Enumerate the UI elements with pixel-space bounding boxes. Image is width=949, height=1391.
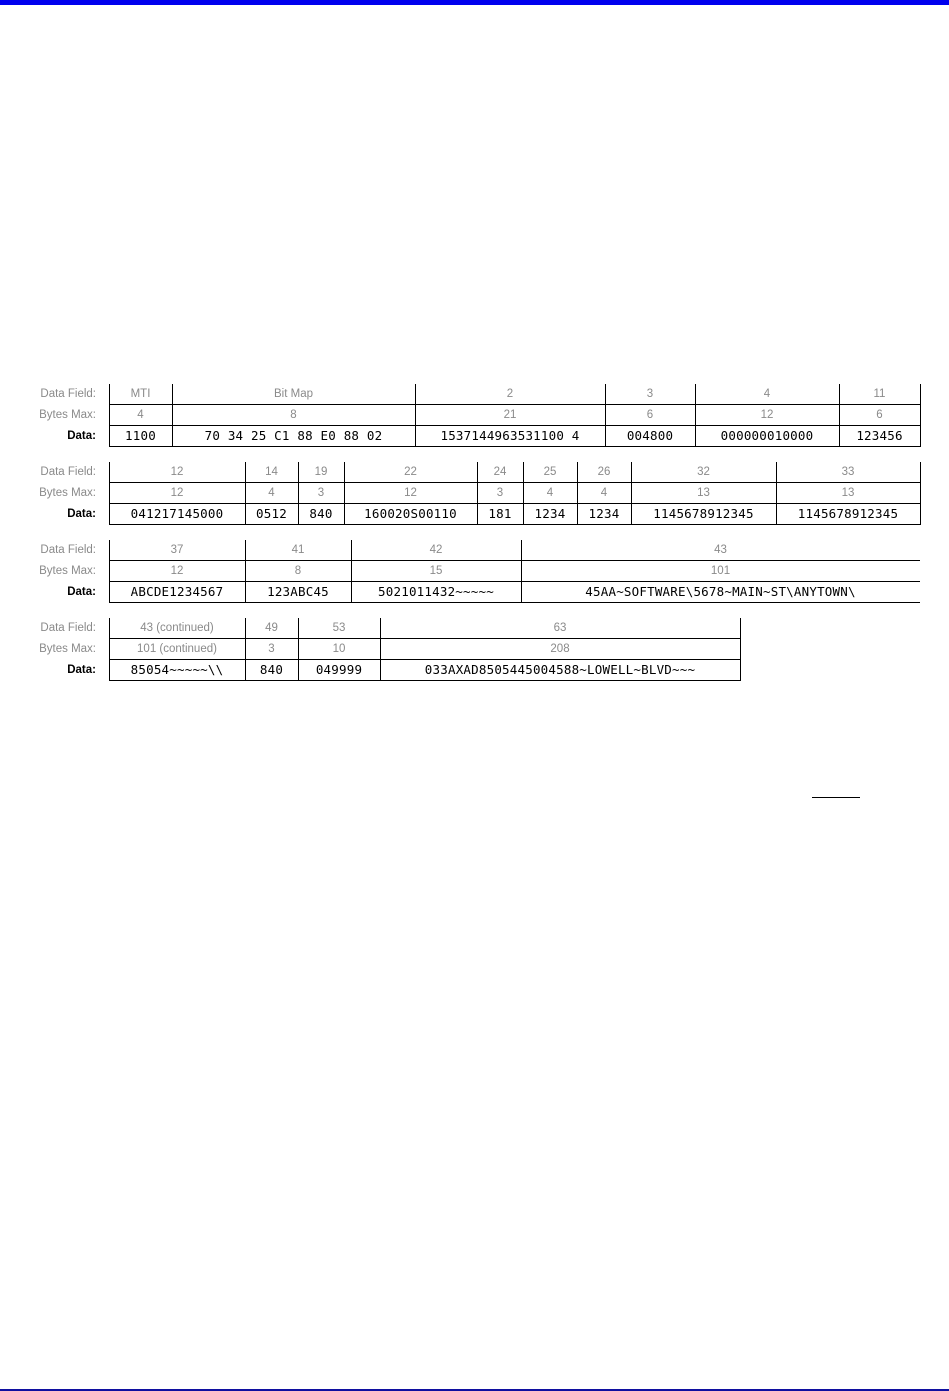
bytes-max-cell: 4 <box>268 487 275 499</box>
data-value-cell: 1234 <box>534 506 566 521</box>
bytes-max-cell: 12 <box>760 409 774 421</box>
grid-line <box>109 425 920 426</box>
grid-line <box>109 540 110 603</box>
bytes-max-cell: 15 <box>429 565 443 577</box>
field-id-cell: 33 <box>841 466 855 478</box>
grid-line <box>631 462 632 525</box>
grid-line <box>776 462 777 525</box>
data-value-cell: 1537144963531100 4 <box>440 428 580 443</box>
grid-line <box>351 540 352 603</box>
row-label-data-field: Data Field: <box>40 544 96 556</box>
grid-line <box>577 462 578 525</box>
data-value-cell: 123ABC45 <box>267 584 329 599</box>
grid-line <box>109 581 920 582</box>
grid-line <box>477 462 478 525</box>
top-rule <box>0 0 949 5</box>
data-value-cell: 004800 <box>626 428 674 443</box>
grid-line <box>109 462 110 525</box>
grid-line <box>172 384 173 447</box>
field-id-cell: 12 <box>170 466 184 478</box>
data-value-cell: 160020S00110 <box>364 506 457 521</box>
grid-line <box>344 462 345 525</box>
field-id-cell: 25 <box>543 466 557 478</box>
grid-line <box>920 462 921 525</box>
data-value-cell: 041217145000 <box>130 506 224 521</box>
grid-line <box>245 540 246 603</box>
grid-line <box>109 659 740 660</box>
grid-line <box>695 384 696 447</box>
grid-line <box>245 462 246 525</box>
grid-line <box>839 384 840 447</box>
grid-line <box>298 618 299 681</box>
data-value-cell: 049999 <box>315 662 363 677</box>
field-id-cell: 32 <box>697 466 710 478</box>
row-label-data-field: Data Field: <box>40 388 96 400</box>
bytes-max-cell: 3 <box>268 643 275 655</box>
bytes-max-cell: 6 <box>876 409 883 421</box>
data-value-cell: 45AA~SOFTWARE\5678~MAIN~ST\ANYTOWN\ <box>585 584 856 599</box>
bytes-max-cell: 4 <box>137 409 144 421</box>
bytes-max-cell: 8 <box>290 409 297 421</box>
bytes-max-cell: 12 <box>170 487 184 499</box>
data-value-cell: 0512 <box>256 506 287 521</box>
grid-line <box>109 524 920 525</box>
grid-line <box>605 384 606 447</box>
field-id-cell: 49 <box>265 622 278 634</box>
row-label-data: Data: <box>67 508 96 520</box>
field-id-cell: 3 <box>646 388 654 400</box>
field-id-cell: 37 <box>170 544 184 556</box>
data-value-cell: 840 <box>309 506 333 521</box>
data-value-cell: ABCDE1234567 <box>130 584 224 599</box>
row-label-data: Data: <box>67 586 96 598</box>
data-value-cell: 181 <box>488 506 512 521</box>
field-id-cell: 43 <box>714 544 727 556</box>
row-label-bytes-max: Bytes Max: <box>39 487 96 499</box>
bytes-max-cell: 3 <box>317 487 325 499</box>
field-id-cell: 63 <box>553 622 567 634</box>
bytes-max-cell: 4 <box>546 487 554 499</box>
grid-line <box>109 384 110 447</box>
row-label-data: Data: <box>67 664 96 676</box>
bytes-max-cell: 6 <box>646 409 654 421</box>
bytes-max-cell: 13 <box>697 487 710 499</box>
grid-line <box>380 618 381 681</box>
grid-line <box>245 618 246 681</box>
grid-line <box>415 384 416 447</box>
row-label-bytes-max: Bytes Max: <box>39 565 96 577</box>
data-value-cell: 840 <box>259 662 284 677</box>
data-value-cell: 1100 <box>125 428 156 443</box>
grid-line <box>109 560 920 561</box>
grid-line <box>740 618 741 681</box>
bytes-max-cell: 101 <box>710 565 731 577</box>
grid-line <box>298 462 299 525</box>
field-id-cell: 43 (continued) <box>140 622 214 634</box>
grid-line <box>109 638 740 639</box>
row-label-bytes-max: Bytes Max: <box>39 409 96 421</box>
grid-line <box>920 384 921 447</box>
field-id-cell: 41 <box>291 544 305 556</box>
data-value-cell: 1145678912345 <box>797 506 899 521</box>
field-id-cell: MTI <box>130 388 151 400</box>
data-value-cell: 000000010000 <box>720 428 814 443</box>
row-label-data: Data: <box>67 430 96 442</box>
bytes-max-cell: 101 (continued) <box>137 643 217 655</box>
field-id-cell: 19 <box>314 466 328 478</box>
data-value-cell: 123456 <box>856 428 903 443</box>
grid-line <box>109 618 110 681</box>
row-label-data-field: Data Field: <box>40 466 96 478</box>
field-id-cell: 42 <box>429 544 443 556</box>
bytes-max-cell: 4 <box>600 487 608 499</box>
field-id-cell: 4 <box>763 388 771 400</box>
underline-mark <box>812 797 860 798</box>
bytes-max-cell: 13 <box>841 487 855 499</box>
grid-line <box>109 482 920 483</box>
field-id-cell: Bit Map <box>274 388 313 400</box>
field-id-cell: 14 <box>265 466 278 478</box>
grid-line <box>523 462 524 525</box>
data-value-cell: 5021011432~~~~~ <box>378 584 494 599</box>
row-label-data-field: Data Field: <box>40 622 96 634</box>
bytes-max-cell: 12 <box>404 487 417 499</box>
data-value-cell: 1234 <box>588 506 620 521</box>
grid-line <box>109 680 740 681</box>
data-value-cell: 1145678912345 <box>653 506 754 521</box>
field-id-cell: 24 <box>493 466 507 478</box>
grid-line <box>109 503 920 504</box>
field-id-cell: 26 <box>597 466 611 478</box>
field-id-cell: 53 <box>332 622 346 634</box>
data-value-cell: 85054~~~~~\\ <box>130 662 224 677</box>
field-id-cell: 22 <box>404 466 417 478</box>
field-id-cell: 2 <box>506 388 514 400</box>
data-value-cell: 70 34 25 C1 88 E0 88 02 <box>204 428 383 443</box>
bytes-max-cell: 208 <box>550 643 570 655</box>
row-label-bytes-max: Bytes Max: <box>39 643 96 655</box>
bytes-max-cell: 12 <box>170 565 184 577</box>
grid-line <box>109 602 920 603</box>
grid-line <box>109 404 920 405</box>
grid-line <box>521 540 522 603</box>
bytes-max-cell: 3 <box>496 487 504 499</box>
bytes-max-cell: 10 <box>332 643 346 655</box>
data-value-cell: 033AXAD8505445004588~LOWELL~BLVD~~~ <box>424 662 696 677</box>
bytes-max-cell: 21 <box>503 409 517 421</box>
field-id-cell: 11 <box>873 388 886 400</box>
bytes-max-cell: 8 <box>294 565 302 577</box>
grid-line <box>109 446 920 447</box>
